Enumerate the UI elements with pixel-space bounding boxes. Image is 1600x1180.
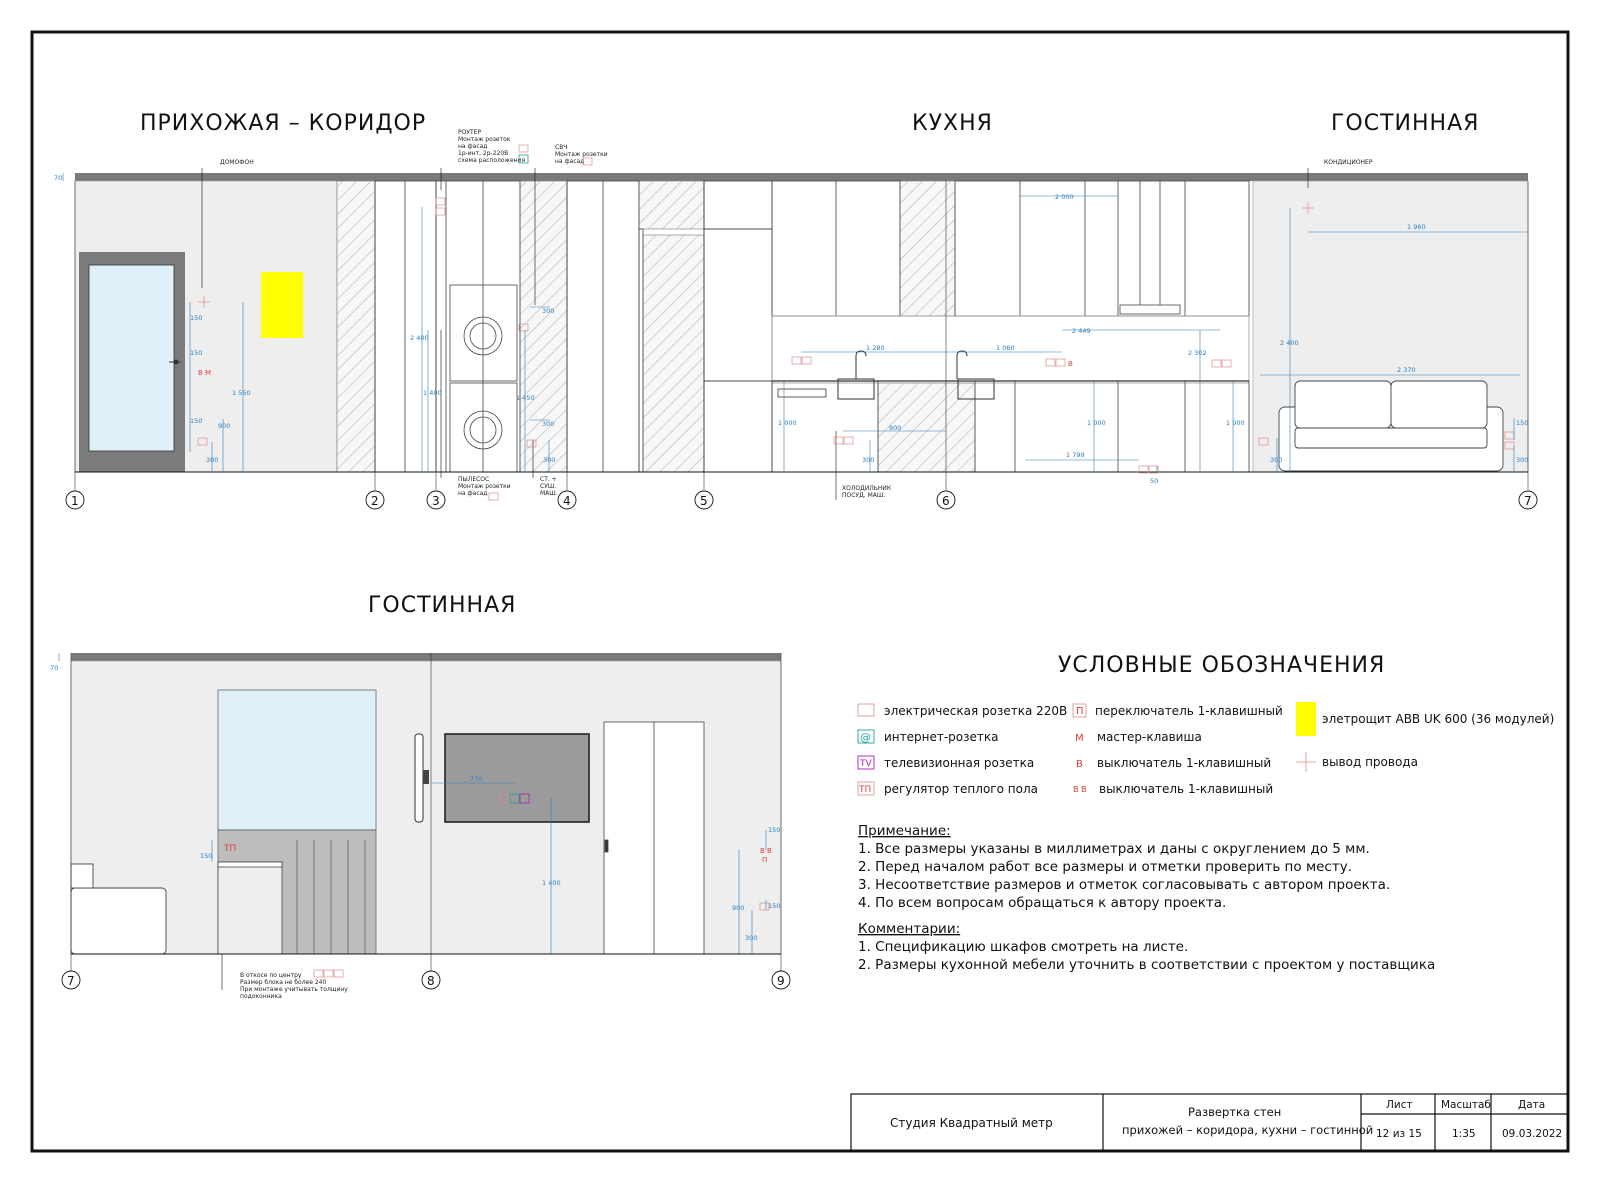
callout-pylesos: на фасад bbox=[458, 490, 488, 497]
dim-label: 900 bbox=[889, 424, 902, 432]
dim-label: 300 bbox=[1516, 456, 1529, 464]
note-line: 1. Все размеры указаны в миллиметрах и даны с округлением до 5 мм. bbox=[858, 841, 1370, 857]
legend-internet-glyph: @ bbox=[860, 731, 871, 744]
legend-wire-symbol bbox=[1296, 752, 1316, 772]
tv bbox=[445, 734, 589, 822]
legend-socket-symbol bbox=[858, 704, 874, 716]
axis-bubbles-bottom bbox=[62, 971, 790, 989]
callout-pylesos: Монтаж розетки bbox=[458, 483, 511, 490]
dim-label: 1 799 bbox=[1066, 451, 1085, 459]
callout-holod: ПОСУД. МАШ. bbox=[842, 492, 886, 499]
legend bbox=[858, 653, 1554, 796]
entrance-door bbox=[79, 252, 185, 472]
ceiling-band bbox=[75, 173, 1528, 181]
dim-label: 150 bbox=[190, 417, 203, 425]
legend-sw2-glyph: В В bbox=[1073, 785, 1087, 794]
axis-label: 5 bbox=[700, 494, 708, 508]
notes-heading: Примечание: bbox=[858, 823, 951, 839]
comment-line: 2. Размеры кухонной мебели уточнить в соответствии с проектом у поставщика bbox=[858, 957, 1436, 973]
ceiling-band-bottom bbox=[71, 653, 781, 661]
comments-heading: Комментарии: bbox=[858, 921, 961, 937]
note-line: 3. Несоответствие размеров и отметок согласовывать с автором проекта. bbox=[858, 877, 1391, 893]
living-top-title: ГОСТИННАЯ bbox=[1331, 111, 1480, 136]
dim-label: 300 bbox=[543, 456, 556, 464]
axis-label: 7 bbox=[67, 974, 75, 988]
legend-label: интернет-розетка bbox=[884, 730, 999, 744]
legend-label: выключатель 1-клавишный bbox=[1097, 756, 1272, 770]
callout-st-sush: СУШ. bbox=[540, 483, 557, 490]
callout-router: Монтаж розеток bbox=[458, 136, 511, 143]
callout-router: 1р-инт, 2р-220В bbox=[458, 150, 509, 157]
dim-label: 900 bbox=[218, 422, 231, 430]
hall-title: ПРИХОЖАЯ – КОРИДОР bbox=[140, 111, 427, 136]
dim-label: 1 000 bbox=[778, 419, 797, 427]
axis-label: 7 bbox=[1524, 494, 1532, 508]
dim-label: 300 bbox=[542, 420, 555, 428]
wardrobe-bottom bbox=[604, 722, 704, 954]
callout-svch: Монтаж розетки bbox=[555, 151, 608, 158]
window bbox=[218, 690, 376, 830]
legend-label: элетрощит ABB UK 600 (36 модулей) bbox=[1322, 712, 1555, 726]
axis-label: 3 bbox=[432, 494, 440, 508]
legend-label: вывод провода bbox=[1322, 755, 1418, 769]
stamp-sheet-value: 12 из 15 bbox=[1376, 1128, 1422, 1140]
desk-top bbox=[218, 862, 282, 867]
dim-label: 2 302 bbox=[1188, 349, 1207, 357]
dim-label: 900 bbox=[732, 904, 745, 912]
svg-text:П: П bbox=[762, 856, 768, 864]
dim-label: 1 400 bbox=[423, 389, 442, 397]
stamp-scale-value: 1:35 bbox=[1452, 1128, 1476, 1140]
dim-label: 1 000 bbox=[1226, 419, 1245, 427]
callout-holod: ХОЛОДИЛЬНИК bbox=[842, 485, 892, 492]
svg-text:В М: В М bbox=[198, 369, 212, 377]
callout-st-sush: СТ. + bbox=[540, 476, 557, 483]
stamp-title-line2: прихожей – коридора, кухни – гостинной bbox=[1122, 1123, 1374, 1137]
legend-panel-symbol bbox=[1296, 702, 1316, 736]
dim-label: 300 bbox=[542, 307, 555, 315]
comment-line: 1. Спецификацию шкафов смотреть на листе. bbox=[858, 939, 1189, 955]
stamp-title-line1: Развертка стен bbox=[1188, 1105, 1282, 1119]
window-note: Размер блока не более 240 bbox=[240, 979, 327, 986]
socket-bottom bbox=[324, 970, 333, 977]
dim-label: 70 bbox=[54, 174, 63, 182]
axis-label: 9 bbox=[777, 974, 785, 988]
callout-router: РОУТЕР bbox=[458, 129, 482, 136]
tv-side bbox=[415, 734, 423, 822]
wardrobes bbox=[375, 181, 772, 472]
axis-label: 2 bbox=[371, 494, 379, 508]
hatch-column bbox=[900, 181, 955, 316]
axis-label: 8 bbox=[427, 974, 435, 988]
stamp-sheet-label: Лист bbox=[1386, 1099, 1413, 1111]
svg-text:В В: В В bbox=[760, 847, 772, 855]
window-note: В откосе по центру bbox=[240, 972, 302, 979]
stamp-date-label: Дата bbox=[1518, 1099, 1546, 1111]
dim-label: 150 bbox=[1516, 419, 1529, 427]
dim-label: 770 bbox=[470, 775, 483, 783]
legend-sw1-glyph: В bbox=[1076, 759, 1083, 770]
callout-svch: СВЧ bbox=[555, 144, 568, 151]
dim-label: 2 449 bbox=[1072, 327, 1091, 335]
socket-bottom bbox=[334, 970, 343, 977]
stamp-studio: Студия Квадратный метр bbox=[890, 1116, 1053, 1130]
callout-router: на фасад bbox=[458, 143, 488, 150]
dim-label: 150 bbox=[768, 826, 781, 834]
dim-label: 1 000 bbox=[1087, 419, 1106, 427]
legend-floor-heat-glyph: ТП bbox=[859, 785, 872, 795]
hatch-column bbox=[337, 181, 375, 472]
dim-label: 1 550 bbox=[232, 389, 251, 397]
axis-label: 6 bbox=[942, 494, 950, 508]
dim-label: 150 bbox=[190, 349, 203, 357]
dim-label: 1 280 bbox=[866, 344, 885, 352]
hatch-column bbox=[520, 181, 567, 472]
desk bbox=[218, 862, 282, 954]
dim-label: 70 bbox=[50, 664, 59, 672]
dim-label: 1 400 bbox=[542, 879, 561, 887]
callout-pylesos: ПЫЛЕСОС bbox=[458, 476, 490, 483]
legend-label: регулятор теплого пола bbox=[884, 782, 1038, 796]
kitchen-title: КУХНЯ bbox=[912, 111, 993, 136]
dim-label: 1 450 bbox=[516, 394, 535, 402]
dim-label: 1 960 bbox=[1407, 223, 1426, 231]
notes bbox=[858, 823, 1435, 973]
living-bottom-title: ГОСТИННАЯ bbox=[368, 593, 517, 618]
dim-label: 2 400 bbox=[1280, 339, 1299, 347]
callout-router: схема расположения bbox=[458, 157, 526, 164]
legend-label: мастер-клавиша bbox=[1097, 730, 1202, 744]
legend-switch-glyph: П bbox=[1076, 706, 1084, 717]
dim-label: 300 bbox=[862, 456, 875, 464]
dim-label: 2 370 bbox=[1397, 366, 1416, 374]
bottom-elevation bbox=[50, 593, 790, 1000]
kitchen-upper-cabinets bbox=[772, 181, 1249, 383]
stamp-date-value: 09.03.2022 bbox=[1502, 1128, 1563, 1140]
callout-svch: на фасад bbox=[555, 158, 585, 165]
legend-master-glyph: М bbox=[1075, 733, 1084, 744]
dim-label: 2 400 bbox=[410, 334, 429, 342]
dim-label: 300 bbox=[745, 934, 758, 942]
legend-tv-glyph: TV bbox=[860, 759, 872, 769]
window-note: При монтаже учитывать толщину bbox=[240, 986, 348, 993]
dim-label: 300 bbox=[1270, 456, 1283, 464]
dim-label: 50 bbox=[1150, 477, 1159, 485]
axis-bubbles-top bbox=[66, 491, 1537, 509]
callout-st-sush: МАШ. bbox=[540, 490, 558, 497]
dim-label: 150 bbox=[768, 902, 781, 910]
legend-label: переключатель 1-клавишный bbox=[1095, 704, 1283, 718]
dim-label: 2 000 bbox=[1055, 193, 1074, 201]
note-line: 2. Перед началом работ все размеры и отметки проверить по месту. bbox=[858, 859, 1352, 875]
callout-domofon: ДОМОФОН bbox=[220, 159, 254, 166]
tv-mount bbox=[423, 770, 429, 784]
kitchen-lower-cabinets bbox=[772, 381, 1249, 472]
note-line: 4. По всем вопросам обращаться к автору проекта. bbox=[858, 895, 1227, 911]
svg-text:ТП: ТП bbox=[224, 844, 237, 854]
sofa-top bbox=[1279, 381, 1503, 471]
dim-label: 1 060 bbox=[996, 344, 1015, 352]
dim-label: 300 bbox=[206, 456, 219, 464]
axis-label: 4 bbox=[563, 494, 571, 508]
legend-label: выключатель 1-клавишный bbox=[1099, 782, 1274, 796]
legend-title: УСЛОВНЫЕ ОБОЗНАЧЕНИЯ bbox=[1058, 653, 1386, 678]
legend-label: телевизионная розетка bbox=[884, 756, 1035, 770]
washer-dryer bbox=[450, 285, 517, 472]
stamp-scale-label: Масштаб bbox=[1441, 1099, 1491, 1111]
svg-text:В: В bbox=[1068, 360, 1073, 368]
dim-label: 150 bbox=[190, 314, 203, 322]
window-note: подоконника bbox=[240, 993, 282, 1000]
electric-panel bbox=[261, 272, 303, 338]
axis-label: 1 bbox=[71, 494, 79, 508]
legend-label: электрическая розетка 220В bbox=[884, 704, 1068, 718]
dim-label: 150 bbox=[200, 852, 213, 860]
hatch-column bbox=[643, 235, 704, 472]
callout-conditioner: КОНДИЦИОНЕР bbox=[1324, 159, 1373, 166]
hatch-column bbox=[639, 181, 704, 229]
socket-bottom bbox=[314, 970, 323, 977]
